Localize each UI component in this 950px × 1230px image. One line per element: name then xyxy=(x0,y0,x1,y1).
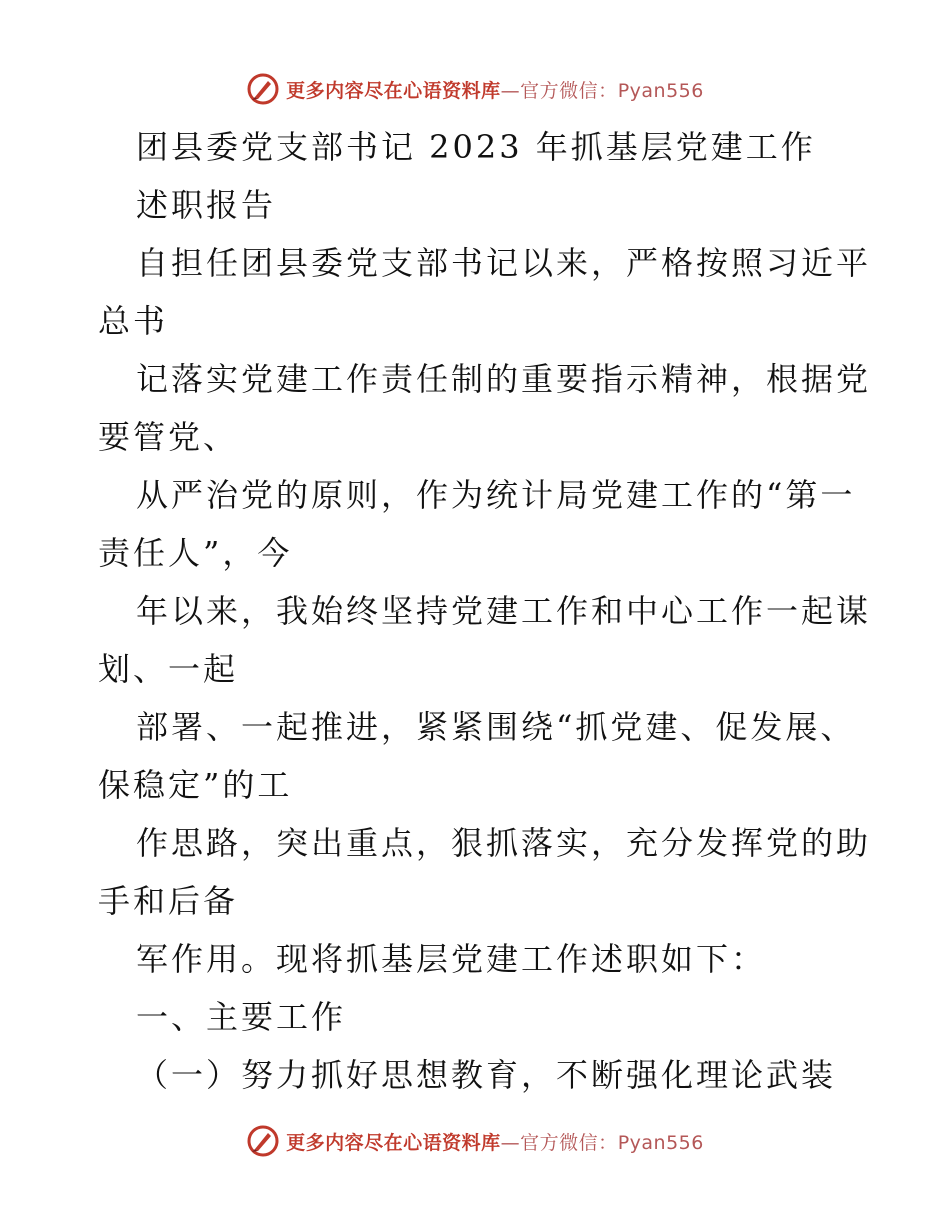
paragraph-line: 手和后备 xyxy=(98,882,239,920)
footer-watermark xyxy=(0,1124,950,1158)
paragraph-line: 年以来，我始终坚持党建工作和中心工作一起谋 xyxy=(136,592,872,630)
paragraph-line: 保稳定”的工 xyxy=(98,766,293,804)
title-line-2: 述职报告 xyxy=(136,186,277,224)
paragraph-line: 划、一起 xyxy=(98,650,239,688)
watermark-dash: — xyxy=(500,79,521,102)
quill-pen-circle-icon xyxy=(246,1124,280,1158)
paragraph-line: 总书 xyxy=(98,302,169,340)
paragraph-line: 要管党、 xyxy=(98,418,239,456)
watermark-account: Pyan556 xyxy=(617,79,704,102)
watermark-dash: — xyxy=(500,1131,521,1154)
paragraph-line: 记落实党建工作责任制的重要指示精神，根据党 xyxy=(136,360,872,398)
watermark-suffix: 官方微信： xyxy=(520,1131,618,1154)
title-line-1: 团县委党支部书记 2023 年抓基层党建工作 xyxy=(136,128,816,166)
watermark-account: Pyan556 xyxy=(617,1131,704,1154)
paragraph-line: 部署、一起推进，紧紧围绕“抓党建、促发展、 xyxy=(136,708,856,746)
paragraph-line: 作思路，突出重点，狠抓落实，充分发挥党的助 xyxy=(136,824,872,862)
paragraph-line: 自担任团县委党支部书记以来，严格按照习近平 xyxy=(136,244,872,282)
watermark-prefix: 更多内容尽在心语资料库 xyxy=(286,79,501,102)
quill-pen-circle-icon xyxy=(246,72,280,106)
section-heading: 一、主要工作 xyxy=(136,998,347,1036)
watermark-prefix: 更多内容尽在心语资料库 xyxy=(286,1131,501,1154)
watermark-suffix: 官方微信： xyxy=(520,79,618,102)
paragraph-line: 责任人”，今 xyxy=(98,534,293,572)
paragraph-line: 军作用。现将抓基层党建工作述职如下： xyxy=(136,940,767,978)
subsection-heading: （一）努力抓好思想教育，不断强化理论武装 xyxy=(136,1056,837,1094)
paragraph-line: 从严治党的原则，作为统计局党建工作的“第一 xyxy=(136,476,856,514)
header-watermark xyxy=(0,72,950,106)
document-body xyxy=(98,118,872,1104)
